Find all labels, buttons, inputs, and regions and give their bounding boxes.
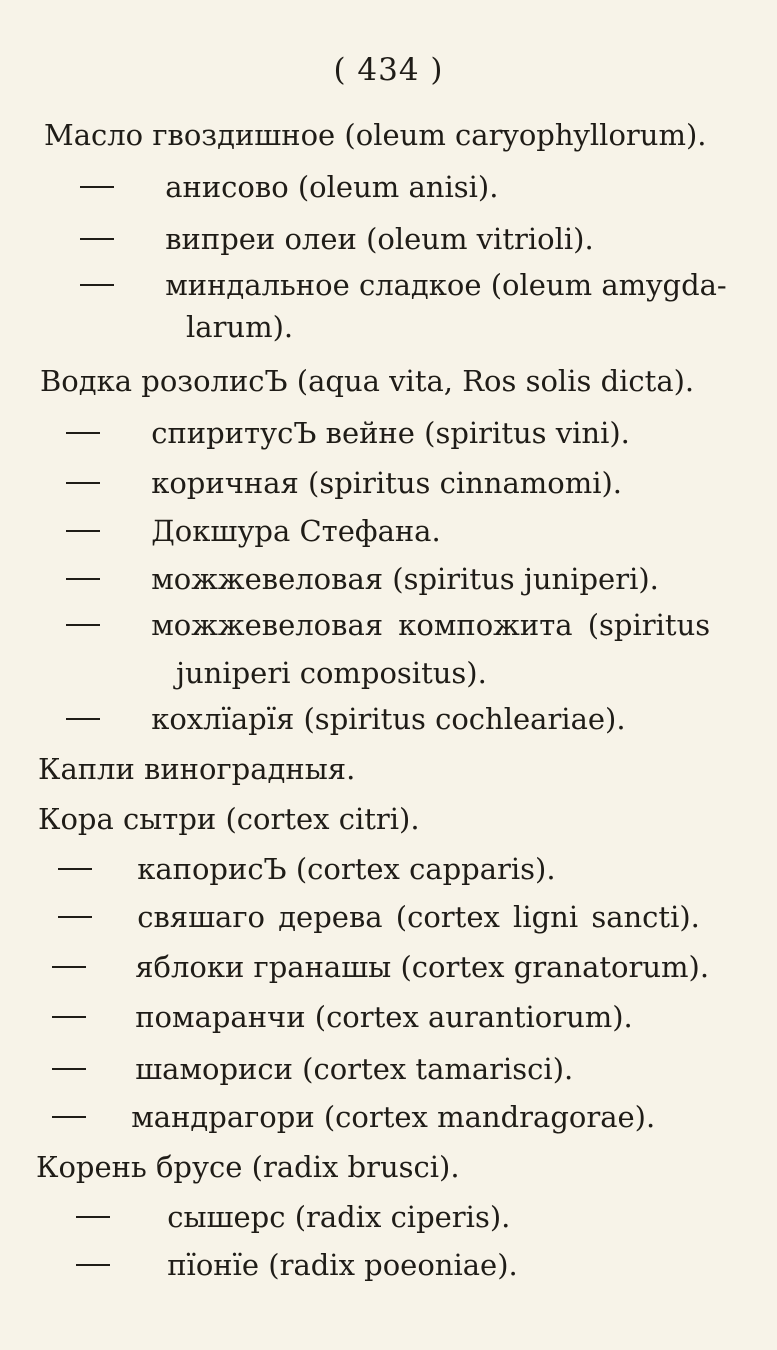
ditto-dash (52, 1116, 86, 1118)
entry-line (36, 1150, 460, 1184)
entry-line (66, 514, 441, 548)
ditto-dash (66, 578, 100, 580)
entry-text: яблоки гранашы (cortex granatorum). (135, 950, 710, 984)
entry-line (66, 608, 710, 642)
entry-text: Докшура Стефана. (151, 514, 441, 548)
ditto-dash (66, 482, 100, 484)
entry-line (76, 1248, 518, 1282)
entry-line (58, 852, 556, 886)
entry-text: пїонїе (radix poeoniae). (167, 1248, 518, 1282)
entry-line (66, 416, 630, 450)
ditto-dash (80, 238, 114, 240)
ditto-dash (66, 624, 100, 626)
entry-line (52, 950, 709, 984)
entry-text: juniperi compositus). (176, 656, 487, 690)
entry-line (66, 702, 626, 736)
entry-line (40, 364, 694, 398)
entry-text: сышерс (radix ciperis). (167, 1200, 511, 1234)
entry-text: larum). (186, 310, 294, 344)
entry-text: можжевеловая (spiritus juniperi). (151, 562, 659, 596)
entry-text: Капли виноградныя. (38, 752, 356, 786)
entry-text: мандрагори (cortex mandragorae). (131, 1100, 656, 1134)
entry-text: кохлїарїя (spiritus cochleariae). (151, 702, 626, 736)
entry-line (176, 656, 487, 690)
entry-text: анисово (oleum anisi). (165, 170, 499, 204)
entry-text: шамориси (cortex tamarisci). (135, 1052, 574, 1086)
entry-text: випреи олеи (oleum vitrioli). (165, 222, 594, 256)
entry-line (66, 562, 659, 596)
ditto-dash (66, 718, 100, 720)
ditto-dash (52, 966, 86, 968)
entry-text: Кора сытри (cortex citri). (38, 802, 420, 836)
entry-text: Масло гвоздишное (oleum caryophyllorum). (44, 118, 707, 152)
entry-line (38, 802, 420, 836)
ditto-dash (66, 530, 100, 532)
ditto-dash (58, 868, 92, 870)
entry-line (52, 1100, 655, 1134)
entry-text: миндальное сладкое (oleum amygda- (165, 268, 727, 302)
entry-line (52, 1052, 573, 1086)
page-number: ( 434 ) (333, 52, 444, 88)
ditto-dash (76, 1264, 110, 1266)
ditto-dash (66, 432, 100, 434)
ditto-dash (76, 1216, 110, 1218)
entry-line (80, 222, 594, 256)
ditto-dash (80, 186, 114, 188)
ditto-dash (58, 916, 92, 918)
entry-line (58, 900, 700, 934)
ditto-dash (52, 1016, 86, 1018)
entry-line (38, 752, 355, 786)
entry-text: Водка розолисЪ (aqua vita, Ros solis dicta). (40, 364, 695, 398)
entry-text: коричная (spiritus cinnamomi). (151, 466, 623, 500)
entry-line (52, 1000, 633, 1034)
entry-text: капорисЪ (cortex capparis). (137, 852, 556, 886)
entry-line (186, 310, 293, 344)
entry-text: Корень брусе (radix brusci). (36, 1150, 460, 1184)
ditto-dash (80, 284, 114, 286)
entry-text: свяшаго дерева (cortex ligni sancti). (137, 900, 700, 934)
entry-text: можжевеловая компожита (spiritus (151, 608, 711, 642)
entry-text: помаранчи (cortex aurantiorum). (135, 1000, 633, 1034)
entry-line (80, 170, 498, 204)
entry-text: спиритусЪ вейне (spiritus vini). (151, 416, 630, 450)
ditto-dash (52, 1068, 86, 1070)
entry-line (66, 466, 622, 500)
entry-line (80, 268, 727, 302)
entry-line (76, 1200, 510, 1234)
entry-line (44, 118, 706, 152)
